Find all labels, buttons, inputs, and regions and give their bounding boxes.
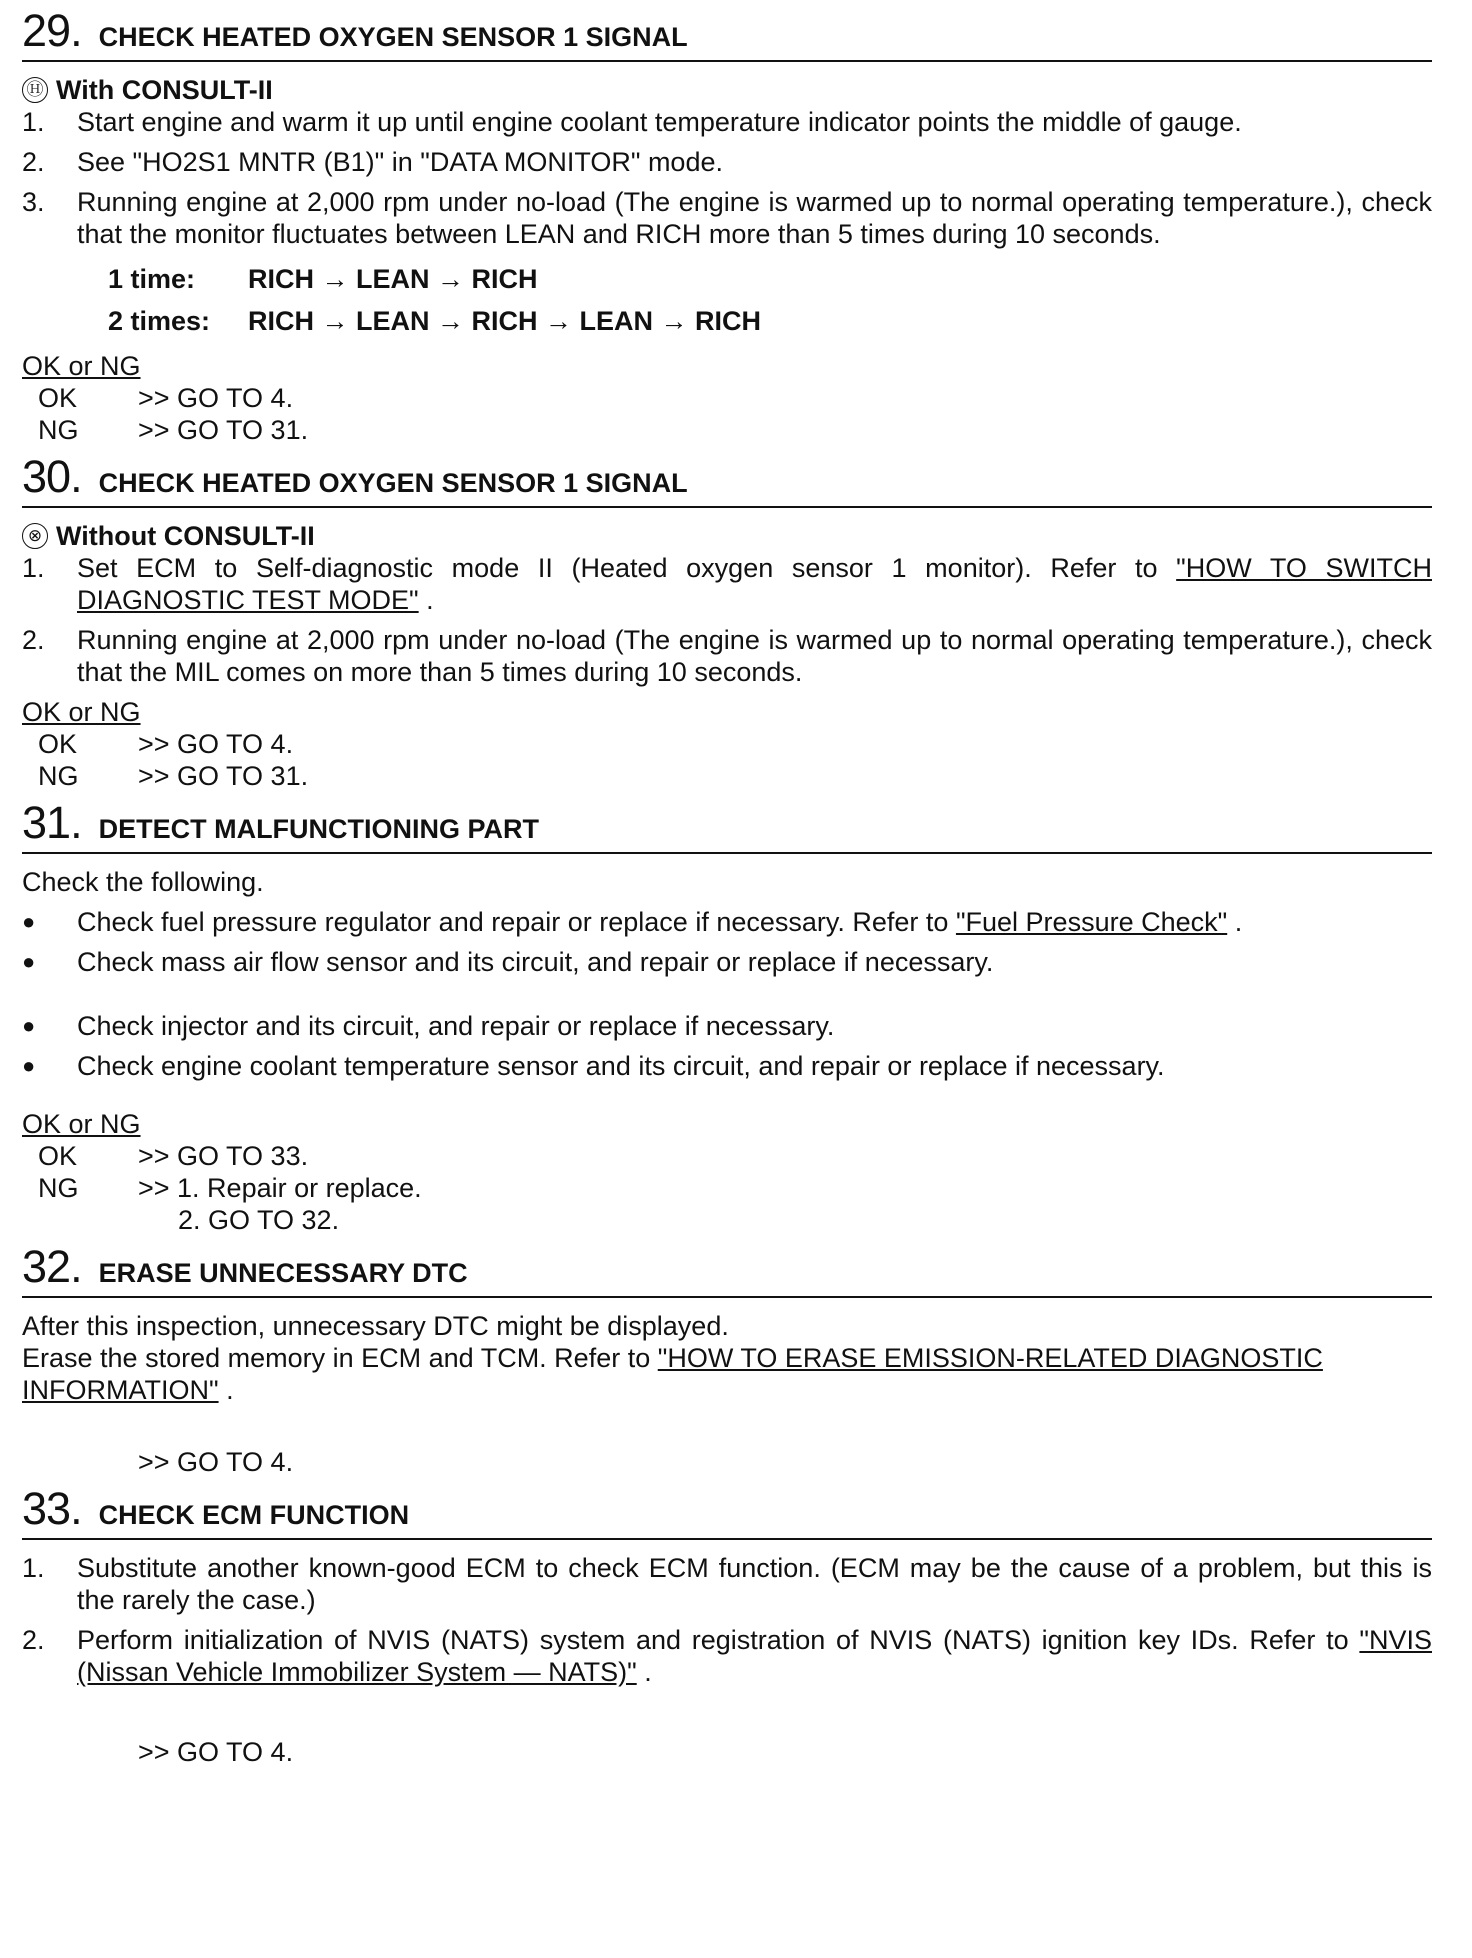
- result-go: >> GO TO 4.: [138, 1737, 294, 1767]
- list-item: 1. Set ECM to Self-diagnostic mode II (Heated oxygen sensor 1 monitor). Refer to "HOW TO SWITCH DIAGNOSTIC TEST MODE" .: [22, 553, 1432, 615]
- step-number: 31: [22, 797, 71, 848]
- step-32: [22, 1236, 1432, 1478]
- ordered-list: [22, 106, 1432, 250]
- step-header: 30 . CHECK HEATED OXYGEN SENSOR 1 SIGNAL: [22, 451, 688, 502]
- step-header: 33 . CHECK ECM FUNCTION: [22, 1483, 410, 1534]
- step-number: 30: [22, 451, 71, 502]
- page: [22, 0, 1432, 1768]
- list-item: ● Check fuel pressure regulator and repair or replace if necessary. Refer to "Fuel Pressure Check" .: [22, 907, 1243, 937]
- step-header: 31 . DETECT MALFUNCTIONING PART: [22, 797, 540, 848]
- result-go: >> GO TO 4.: [138, 1447, 294, 1477]
- fuel-pressure-check-link[interactable]: "Fuel Pressure Check": [955, 907, 1228, 937]
- bullet-list: [22, 906, 1432, 1082]
- result-ng: NG >> 1. Repair or replace.: [38, 1173, 422, 1203]
- result-ok: OK >> GO TO 4.: [38, 729, 294, 759]
- divider: [22, 1538, 1432, 1540]
- step-33: [22, 1478, 1432, 1768]
- divider: [22, 1296, 1432, 1298]
- mode-label: ⊗ Without CONSULT-II: [22, 520, 1432, 552]
- consult-icon: Ⓗ: [22, 77, 48, 103]
- list-item: 1. Substitute another known-good ECM to check ECM function. (ECM may be the cause of a problem, but this is the rarely the case.): [22, 1553, 1432, 1615]
- list-item: 2. See "HO2S1 MNTR (B1)" in "DATA MONITOR" mode.: [22, 147, 723, 177]
- list-item: 1. Start engine and warm it up until engine coolant temperature indicator points the middle of gauge.: [22, 107, 1242, 137]
- result-ok: OK >> GO TO 4.: [38, 383, 294, 413]
- mode-label: Ⓗ With CONSULT-II: [22, 74, 1432, 106]
- result-ng: NG >> GO TO 31.: [38, 415, 309, 445]
- step-header: 32 . ERASE UNNECESSARY DTC: [22, 1241, 468, 1292]
- step-title: ERASE UNNECESSARY DTC: [98, 1258, 468, 1288]
- list-item: 2. Perform initialization of NVIS (NATS) system and registration of NVIS (NATS) ignition key IDs. Refer to "NVIS (Nissan Vehicle Immobilizer System — NATS)" .: [22, 1625, 1432, 1687]
- erase-dtc-link[interactable]: "HOW TO ERASE EMISSION-RELATED DIAGNOSTIC INFORMATION": [22, 1343, 1323, 1405]
- result-ng: NG >> GO TO 31.: [38, 761, 309, 791]
- list-item: ● Check mass air flow sensor and its circuit, and repair or replace if necessary.: [22, 947, 994, 977]
- table-row: 2 times: RICH → LEAN → RICH → LEAN → RICH: [108, 306, 761, 336]
- intro-text: Check the following.: [22, 867, 264, 897]
- nvis-link[interactable]: "NVIS (Nissan Vehicle Immobilizer System — NATS)": [77, 1625, 1432, 1687]
- ordered-list: [22, 552, 1432, 688]
- ok-or-ng-label: OK or NG: [22, 351, 141, 381]
- step-30: [22, 446, 1432, 792]
- step-title: CHECK HEATED OXYGEN SENSOR 1 SIGNAL: [98, 22, 688, 52]
- step-title: DETECT MALFUNCTIONING PART: [98, 814, 540, 844]
- list-item: ● Check injector and its circuit, and repair or replace if necessary.: [22, 1011, 835, 1041]
- ordered-list: [22, 1552, 1432, 1688]
- fluctuation-table: [108, 258, 1432, 342]
- step-number: 29: [22, 5, 71, 56]
- divider: [22, 852, 1432, 854]
- step-29: [22, 0, 1432, 446]
- step-header: 29 . CHECK HEATED OXYGEN SENSOR 1 SIGNAL: [22, 5, 688, 56]
- result-ng-continued: 2. GO TO 32.: [178, 1205, 340, 1235]
- step-number: 33: [22, 1483, 71, 1534]
- step-title: CHECK ECM FUNCTION: [98, 1500, 410, 1530]
- divider: [22, 60, 1432, 62]
- ok-or-ng-label: OK or NG: [22, 697, 141, 727]
- list-item: ● Check engine coolant temperature sensor and its circuit, and repair or replace if necessary.: [22, 1051, 1165, 1081]
- body-text: Erase the stored memory in ECM and TCM. Refer to "HOW TO ERASE EMISSION-RELATED DIAGNOSTIC INFORMATION" .: [22, 1343, 1323, 1405]
- ok-or-ng-label: OK or NG: [22, 1109, 141, 1139]
- body-text: After this inspection, unnecessary DTC might be displayed.: [22, 1311, 729, 1341]
- divider: [22, 506, 1432, 508]
- list-item: 3. Running engine at 2,000 rpm under no-load (The engine is warmed up to normal operating temperature.), check that the monitor fluctuates between LEAN and RICH more than 5 times during 10 seconds.: [22, 187, 1432, 249]
- diagnostic-mode-link[interactable]: "HOW TO SWITCH DIAGNOSTIC TEST MODE": [77, 553, 1432, 615]
- table-row: 1 time: RICH → LEAN → RICH: [108, 264, 538, 294]
- step-title: CHECK HEATED OXYGEN SENSOR 1 SIGNAL: [98, 468, 688, 498]
- result-ok: OK >> GO TO 33.: [38, 1141, 309, 1171]
- step-31: [22, 792, 1432, 1236]
- list-item: 2. Running engine at 2,000 rpm under no-load (The engine is warmed up to normal operating temperature.), check that the MIL comes on more than 5 times during 10 seconds.: [22, 625, 1432, 687]
- step-number: 32: [22, 1241, 71, 1292]
- no-consult-icon: ⊗: [22, 523, 48, 549]
